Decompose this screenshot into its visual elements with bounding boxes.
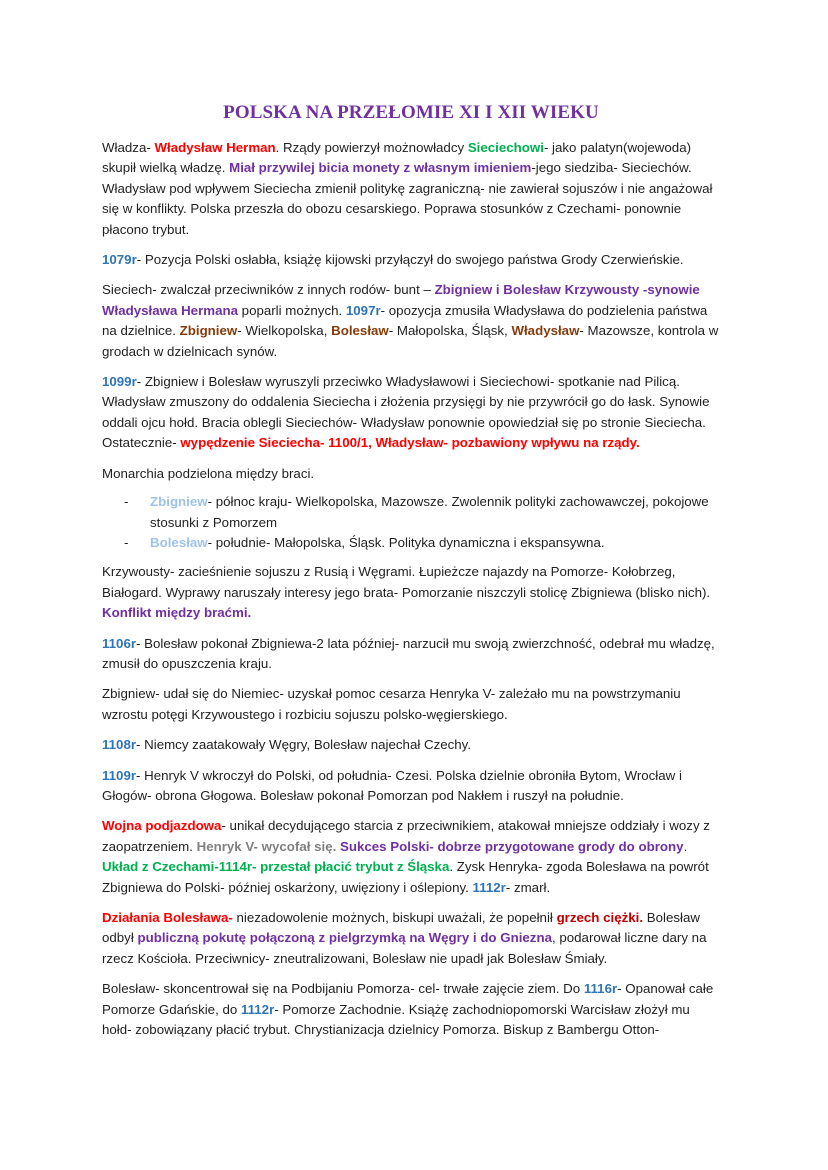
year-label: 1109r — [102, 767, 137, 783]
paragraph-1109 — [102, 766, 720, 807]
text-span: - Opanował całe Pomorze Gdańskie, do — [102, 981, 714, 1017]
paragraph-pomorze — [102, 979, 720, 1040]
highlight-name: Władysław — [511, 323, 580, 339]
paragraph-wojna — [102, 816, 720, 898]
text-span: Bolesław- skoncentrował się na Podbijaniu Pomorza- cel- trwałe zajęcie ziem. Do — [102, 981, 584, 997]
text-span: - zmarł. — [505, 879, 551, 895]
list-item — [102, 533, 720, 553]
paragraph-monarchia: Monarchia podzielona między braci. — [102, 465, 315, 481]
text-span: niezadowolenie możnych, biskupi uważali, że popełnił — [232, 910, 557, 925]
highlight-name: Sieciechowi — [467, 140, 544, 155]
text-span: - jako palatyn(wojewoda) skupił wielką władzę. — [102, 140, 692, 176]
highlight-fact: Miał przywilej bicia monety z własnym imieniem — [229, 160, 532, 176]
text-span: - Zbigniew i Bolesław wyruszyli przeciwko Władysławowi i Sieciechowi- spotkanie nad Pilicą. Władysław zmuszony do oddalenia Sieciecha i złożenia przysięgi by nie przywrócił go do łask. Synowie oddali ojcu hołd. Bracia oblegli Sieciechów- Władysław ponownie opowiedział się po stronie Sieciecha. Ostatecznie- — [102, 374, 710, 451]
text-span: - unikał decydującego starcia z przeciwnikiem, atakował mniejsze oddziały i wozy z zaopatrzeniem. — [102, 818, 710, 854]
highlight-fact: Konflikt między braćmi. — [102, 605, 252, 621]
text-span: Bolesław odbył — [102, 910, 700, 946]
paragraph-1106 — [102, 634, 720, 675]
text-span: - Pomorze Zachodnie. Książę zachodniopomorski Warcisław złożył mu hołd- zobowiązany płacić trybut. Chrystianizacja dzielnicy Pomorza. Biskup z Bambergu Otton- — [102, 1001, 690, 1038]
highlight-fact: grzech ciężki. — [556, 910, 644, 925]
text-span: - Małopolska, Śląsk, — [388, 323, 512, 339]
year-label: 1112r — [472, 879, 506, 895]
text-span: - Bolesław pokonał Zbigniewa-2 lata później- narzucił mu swoją zwierzchność, odebrał mu władzę, zmusił do opuszczenia kraju. — [102, 635, 715, 671]
text-span: poparli możnych. — [237, 302, 346, 318]
text-span: , podarował liczne dary na rzecz Kościoła. Przeciwnicy- zneutralizowani, Bolesław nie upadł jak Bolesław Śmiały. — [102, 930, 707, 966]
highlight-fact: Wojna podjazdowa — [102, 818, 222, 834]
list-dash: - — [124, 534, 129, 550]
highlight-fact: Sukces Polski- dobrze przygotowane grody do obrony — [340, 838, 684, 854]
text-span: - Niemcy zaatakowały Węgry, Bolesław najechał Czechy. — [136, 737, 472, 753]
year-label: 1097r — [345, 302, 381, 318]
year-label: 1116r — [583, 981, 618, 997]
paragraph-1079 — [102, 250, 720, 270]
text-span: Krzywousty- zacieśnienie sojuszu z Rusią i Węgrami. Łupieżcze najazdy na Pomorze- Kołobrzeg, Białogard. Wyprawy naruszały interesy jego brata- Pomorzanie niszczyli stolicę Zbigniewa (blisko nich). — [102, 564, 711, 600]
text-span: - południe- Małopolska, Śląsk. Polityka dynamiczna i ekspansywna. — [207, 534, 605, 550]
list-item — [102, 492, 720, 533]
highlight-name: Władysław Herman — [154, 140, 276, 155]
text-span: Sieciech- zwalczał przeciwników z innych rodów- bunt – — [102, 282, 435, 298]
year-label: 1079r — [102, 252, 137, 268]
paragraph-wladza — [102, 138, 720, 240]
highlight-fact: Układ z Czechami-1114r- przestał płacić trybut z Śląska — [102, 859, 450, 875]
paragraph-krzywousty — [102, 562, 720, 623]
text-span: -jego siedziba- Sieciechów. Władysław pod wpływem Sieciecha zmienił politykę zagraniczną- nie zawierał sojuszów i nie angażował się w konflikty. Polska przeszła do obozu cesarskiego. Poprawa stosunków z Czechami- ponownie płacono trybut. — [102, 160, 713, 237]
paragraph-1099 — [102, 372, 720, 454]
highlight-name: Zbigniew — [150, 494, 208, 510]
year-label: 1099r — [102, 374, 137, 390]
text-span: - Pozycja Polski osłabła, książę kijowski przyłączył do swojego państwa Grody Czerwieńskie. — [136, 252, 684, 268]
division-list — [102, 492, 720, 553]
highlight-fact: publiczną pokutę połączoną z pielgrzymką na Węgry i do Gniezna — [137, 930, 552, 946]
highlight-fact: Henryk V- wycofał się. — [196, 838, 337, 854]
paragraph-dzialania — [102, 908, 720, 969]
text-span: . Rządy powierzył możnowładcy — [275, 140, 468, 155]
paragraph-sieciech — [102, 280, 720, 362]
text-span: - Wielkopolska, — [237, 323, 332, 339]
year-label: 1106r — [102, 635, 137, 651]
text-span: . Zysk Henryka- zgoda Bolesława na powrót Zbigniewa do Polski- później oskarżony, uwięziony i oślepiony. — [102, 859, 709, 895]
list-dash: - — [124, 494, 129, 510]
highlight-fact: wypędzenie Sieciecha- 1100/1, Władysław- pozbawiony wpływu na rządy. — [180, 435, 640, 451]
highlight-name: Bolesław — [331, 323, 389, 339]
text-span: - opozycja zmusiła Władysława do podzielenia państwa na dzielnice. — [102, 302, 708, 339]
text-span: . — [683, 838, 688, 854]
text-span: Władza- — [102, 140, 155, 155]
year-label: 1108r — [102, 737, 137, 753]
paragraph-zbigniew: Zbigniew- udał się do Niemiec- uzyskał pomoc cesarza Henryka V- zależało mu na powstrzymaniu wzrostu potęgi Krzywoustego i rozbiciu sojuszu polsko-węgierskiego. — [102, 686, 681, 722]
highlight-name: Zbigniew — [179, 323, 238, 339]
year-label: 1112r — [240, 1001, 275, 1017]
text-span: - Henryk V wkroczył do Polski, od południa- Czesi. Polska dzielnie obroniła Bytom, Wrocław i Głogów- obrona Głogowa. Bolesław pokonał Pomorzan pod Nakłem i ruszył na południe. — [102, 767, 682, 803]
highlight-fact: Działania Bolesława- — [102, 910, 233, 925]
paragraph-1108 — [102, 735, 720, 755]
text-span: - Mazowsze, kontrola w grodach w dzielnicach synów. — [102, 323, 719, 359]
highlight-name: Bolesław — [150, 534, 208, 550]
text-span: - północ kraju- Wielkopolska, Mazowsze. Zwolennik polityki zachowawczej, pokojowe stosunki z Pomorzem — [150, 494, 709, 530]
highlight-fact: Zbigniew i Bolesław Krzywousty -synowie Władysława Hermana — [102, 282, 700, 318]
page-title: POLSKA NA PRZEŁOMIE XI I XII WIEKU — [223, 102, 599, 123]
